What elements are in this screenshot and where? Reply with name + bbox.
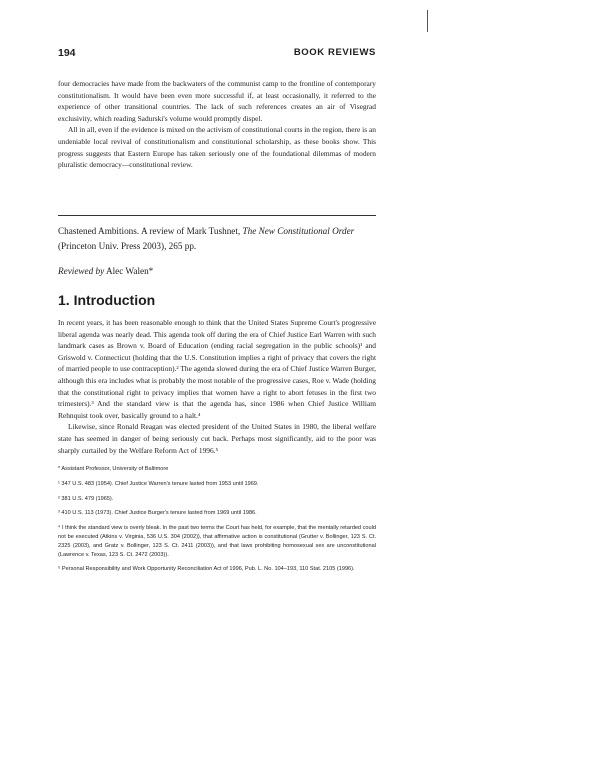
footnotes xyxy=(58,465,376,580)
reviewed-by-label: Reviewed by xyxy=(58,266,105,276)
footnote: ⁵ Personal Responsibility and Work Opportunity Reconciliation Act of 1996, Pub. L. No. 104–193, 110 Stat. 2105 (1996). xyxy=(58,566,355,573)
footnote: ³ 410 U.S. 113 (1973). Chief Justice Burger's tenure lasted from 1969 until 1986. xyxy=(58,510,257,517)
footnote: ² 381 U.S. 479 (1965). xyxy=(58,495,114,502)
reviewer-name: Alec Walen* xyxy=(104,266,154,276)
page-number: 194 xyxy=(58,47,76,59)
review-title-prefix: Chastened Ambitions. A review of Mark Tushnet, xyxy=(58,226,243,236)
footnote: * Assistant Professor, University of Baltimore xyxy=(58,466,169,472)
footnote: ¹ 347 U.S. 483 (1954). Chief Justice Warren's tenure lasted from 1953 until 1969. xyxy=(58,480,259,487)
footnote: ⁴ I think the standard view is overly bleak. In the past two terms the Court has held, for example, that the mentally retarded could not be executed (Atkins v. Virginia, 536 U.S. 304 (2002)), that affirmative action is constitutional (Grutter v. Bollinger, 123 S. Ct. 2325 (2003), and Gratz v. Bollinger, 123 S. Ct. 2411 (2003)), and that laws prohibiting homosexual sex are unconstitutional (Lawrence v. Texas, 123 S. Ct. 2472 (2003)). xyxy=(58,525,376,558)
paragraph: four democracies have made from the backwaters of the communist camp to the frontline of contemporary constitutionalism. It would have been even more successful if, at least occasionally, it referred to the experience of other transitional countries. The lack of such references creates an air of Visegrad exclusivity, which reading Sadurski's volume would promptly dispel. xyxy=(58,79,376,123)
book-title: The New Constitutional Order xyxy=(242,226,355,236)
divider xyxy=(58,215,376,216)
reviewer-line xyxy=(58,264,376,278)
introduction-text xyxy=(58,317,376,456)
section-title: 1. Introduction xyxy=(58,292,156,308)
paragraph: All in all, even if the evidence is mixed on the activism of constitutional courts in the region, there is an undeniable local revival of constitutionalism and constitutional scholarship, as these books show. This progress suggests that Eastern Europe has taken seriously one of the foundational dilemmas of modern pluralistic democracy—constitutional review. xyxy=(58,125,376,170)
running-head xyxy=(58,47,376,61)
paragraph: In recent years, it has been reasonable enough to think that the United States Supreme Court's progressive liberal agenda was nearly dead. This agenda took off during the era of Chief Justice Earl Warren with such landmark cases as Brown v. Board of Education (ending racial segregation in the public schools)¹ and Griswold v. Connecticut (holding that the U.S. Constitution implies a right of privacy that covers the right of married people to use contraception).² The agenda slowed during the era of Chief Justice Warren Burger, although this era includes what is probably the most notable of the progressive cases, Roe v. Wade (holding that the constitutional right to privacy implies that women have a right to abort fetuses in the first two trimesters).³ And the standard view is that the agenda has, since 1986 when Chief Justice William Rehnquist took over, basically ground to a halt.⁴ xyxy=(58,318,376,420)
review-heading xyxy=(58,224,376,253)
continued-text xyxy=(58,78,376,171)
paragraph: Likewise, since Ronald Reagan was elected president of the United States in 1980, the liberal welfare state has seemed in danger of being seriously cut back. Perhaps most significantly, aid to the poor was sharply curtailed by the Welfare Reform Act of 1996.⁵ xyxy=(58,422,376,455)
review-title-suffix: (Princeton Univ. Press 2003), 265 pp. xyxy=(58,240,197,251)
section-header: BOOK REVIEWS xyxy=(293,47,376,58)
scan-mark xyxy=(427,10,428,32)
